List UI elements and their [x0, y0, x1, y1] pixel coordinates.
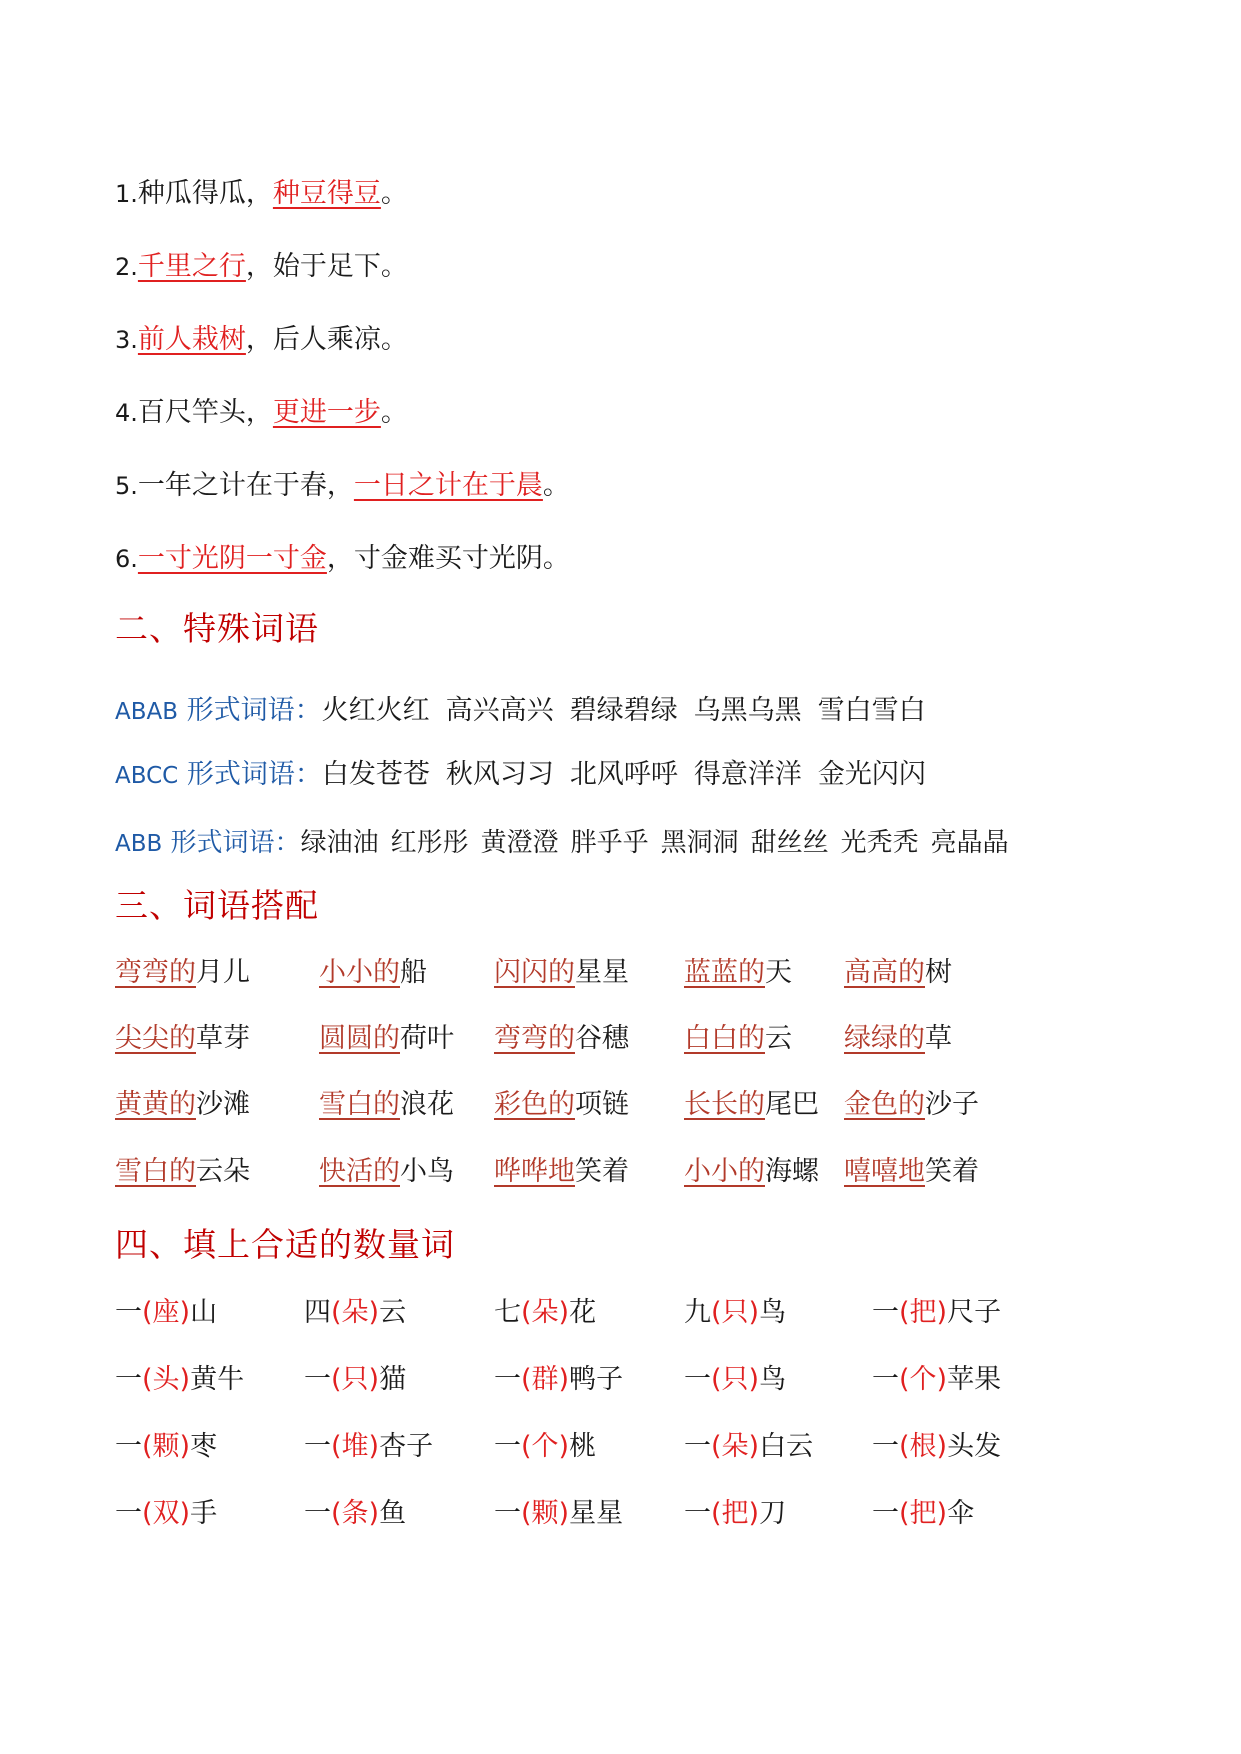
collocation-item — [494, 1016, 629, 1055]
proverb-text: 。 — [542, 470, 570, 501]
collocation-noun: 云朵 — [196, 1156, 250, 1187]
measure-answer: (头) — [142, 1364, 191, 1395]
collocation-noun: 草芽 — [196, 1023, 250, 1054]
measure-number: 一 — [115, 1364, 142, 1395]
collocation-answer: 蓝蓝的 — [684, 957, 765, 988]
special-word: 金光闪闪 — [817, 759, 926, 790]
measure-number: 一 — [304, 1431, 331, 1462]
measure-object: 伞 — [947, 1498, 975, 1529]
measure-number: 一 — [684, 1431, 711, 1462]
collocation-noun: 船 — [400, 957, 427, 988]
special-word: 黑洞洞 — [660, 828, 739, 858]
special-word: 红彤彤 — [390, 828, 469, 858]
collocation-answer: 尖尖的 — [115, 1023, 196, 1054]
measure-object: 黄牛 — [190, 1364, 245, 1395]
collocation-item — [319, 1149, 454, 1188]
special-word: 白发苍苍 — [321, 759, 430, 790]
measure-item — [684, 1491, 786, 1530]
collocation-item — [115, 950, 250, 989]
measure-answer: (个) — [521, 1431, 570, 1462]
collocation-noun: 海螺 — [765, 1156, 819, 1187]
special-words-row — [115, 688, 942, 727]
measure-number: 一 — [494, 1498, 521, 1529]
collocation-noun: 小鸟 — [400, 1156, 454, 1187]
measure-answer: (群) — [521, 1364, 570, 1395]
collocation-item — [115, 1016, 250, 1055]
measure-item — [684, 1357, 786, 1396]
collocation-answer: 弯弯的 — [494, 1023, 575, 1054]
pattern-code: ABAB — [115, 699, 179, 725]
measure-object: 花 — [569, 1297, 597, 1328]
collocation-item — [115, 1149, 250, 1188]
proverb-number: 5. — [115, 472, 138, 500]
section-heading: 三、词语搭配 — [115, 886, 319, 925]
proverb-number: 4. — [115, 399, 138, 427]
measure-number: 四 — [304, 1297, 331, 1328]
proverb-line — [115, 395, 408, 431]
collocation-answer: 小小的 — [319, 957, 400, 988]
collocation-answer: 黄黄的 — [115, 1089, 196, 1120]
measure-answer: (只) — [331, 1364, 380, 1395]
proverb-line — [115, 468, 570, 504]
collocation-item — [684, 1082, 819, 1121]
collocation-item — [844, 1016, 952, 1055]
collocation-answer: 圆圆的 — [319, 1023, 400, 1054]
measure-object: 猫 — [379, 1364, 407, 1395]
collocation-item — [494, 1082, 629, 1121]
proverb-answer: 千里之行 — [137, 251, 246, 282]
proverb-line — [115, 541, 570, 577]
measure-number: 一 — [494, 1431, 521, 1462]
measure-number: 一 — [872, 1297, 899, 1328]
collocation-answer: 雪白的 — [319, 1089, 400, 1120]
collocation-answer: 快活的 — [319, 1156, 400, 1187]
measure-answer: (双) — [142, 1498, 191, 1529]
measure-item — [494, 1357, 623, 1396]
proverb-answer: 前人栽树 — [137, 324, 246, 355]
measure-number: 一 — [304, 1364, 331, 1395]
measure-object: 云 — [379, 1297, 407, 1328]
collocation-item — [684, 950, 792, 989]
section-heading: 四、填上合适的数量词 — [115, 1225, 455, 1264]
measure-item — [494, 1290, 596, 1329]
special-label — [115, 759, 322, 790]
collocation-item — [844, 950, 952, 989]
pattern-label: 形式词语： — [178, 759, 322, 790]
measure-item — [494, 1424, 596, 1463]
section-heading: 二、特殊词语 — [115, 609, 319, 648]
measure-item — [872, 1491, 974, 1530]
collocation-noun: 尾巴 — [765, 1089, 819, 1120]
proverb-answer: 一寸光阴一寸金 — [137, 543, 327, 574]
measure-object: 尺子 — [947, 1297, 1002, 1328]
special-word: 光秃秃 — [840, 828, 919, 858]
pattern-code: ABCC — [115, 763, 179, 789]
special-word: 碧绿碧绿 — [569, 695, 678, 726]
proverb-line — [115, 322, 408, 358]
proverb-text: ，后人乘凉。 — [245, 324, 408, 355]
measure-number: 一 — [494, 1364, 521, 1395]
measure-number: 一 — [872, 1364, 899, 1395]
measure-number: 一 — [872, 1498, 899, 1529]
proverb-number: 3. — [115, 326, 138, 354]
measure-item — [115, 1491, 217, 1530]
measure-answer: (只) — [711, 1364, 760, 1395]
measure-object: 星星 — [569, 1498, 624, 1529]
collocation-item — [319, 1016, 454, 1055]
collocation-answer: 金色的 — [844, 1089, 925, 1120]
proverb-text: 种瓜得瓜， — [137, 178, 273, 209]
measure-item — [304, 1491, 406, 1530]
proverb-text: 一年之计在于春， — [137, 470, 354, 501]
collocation-item — [844, 1082, 979, 1121]
measure-item — [115, 1290, 217, 1329]
measure-object: 白云 — [759, 1431, 814, 1462]
measure-item — [684, 1290, 786, 1329]
collocation-answer: 弯弯的 — [115, 957, 196, 988]
collocation-item — [494, 1149, 629, 1188]
collocation-noun: 草 — [925, 1023, 952, 1054]
collocation-item — [319, 1082, 454, 1121]
measure-object: 桃 — [569, 1431, 597, 1462]
measure-item — [494, 1491, 623, 1530]
collocation-noun: 月儿 — [196, 957, 250, 988]
proverb-answer: 更进一步 — [272, 397, 381, 428]
measure-object: 头发 — [947, 1431, 1002, 1462]
collocation-answer: 长长的 — [684, 1089, 765, 1120]
collocation-answer: 哗哗地 — [494, 1156, 575, 1187]
special-word: 乌黑乌黑 — [693, 695, 802, 726]
proverb-number: 6. — [115, 545, 138, 573]
collocation-noun: 笑着 — [575, 1156, 629, 1187]
measure-answer: (把) — [711, 1498, 760, 1529]
measure-item — [872, 1424, 1001, 1463]
proverb-text: 百尺竿头， — [137, 397, 273, 428]
proverb-number: 2. — [115, 253, 138, 281]
pattern-label: 形式词语： — [162, 828, 301, 858]
special-label — [115, 828, 301, 858]
measure-answer: (朵) — [711, 1431, 760, 1462]
measure-object: 刀 — [759, 1498, 787, 1529]
measure-answer: (朵) — [521, 1297, 570, 1328]
measure-object: 鸭子 — [569, 1364, 624, 1395]
measure-number: 一 — [115, 1431, 142, 1462]
collocation-answer: 小小的 — [684, 1156, 765, 1187]
measure-answer: (颗) — [521, 1498, 570, 1529]
measure-answer: (座) — [142, 1297, 191, 1328]
measure-object: 鱼 — [379, 1498, 407, 1529]
proverb-number: 1. — [115, 180, 138, 208]
proverb-text: ，寸金难买寸光阴。 — [326, 543, 570, 574]
special-word: 甜丝丝 — [750, 828, 829, 858]
measure-item — [684, 1424, 813, 1463]
measure-object: 鸟 — [759, 1364, 787, 1395]
measure-item — [304, 1290, 406, 1329]
measure-answer: (个) — [899, 1364, 948, 1395]
special-word: 雪白雪白 — [817, 695, 926, 726]
collocation-item — [684, 1149, 819, 1188]
special-words-row — [115, 752, 942, 791]
measure-number: 一 — [304, 1498, 331, 1529]
measure-item — [304, 1424, 433, 1463]
measure-number: 一 — [872, 1431, 899, 1462]
collocation-noun: 谷穗 — [575, 1023, 629, 1054]
proverb-answer: 种豆得豆 — [272, 178, 381, 209]
collocation-answer: 白白的 — [684, 1023, 765, 1054]
collocation-noun: 树 — [925, 957, 952, 988]
collocation-noun: 星星 — [575, 957, 629, 988]
special-word: 北风呼呼 — [569, 759, 678, 790]
measure-object: 枣 — [190, 1431, 218, 1462]
measure-answer: (朵) — [331, 1297, 380, 1328]
measure-answer: (把) — [899, 1498, 948, 1529]
measure-answer: (颗) — [142, 1431, 191, 1462]
measure-object: 鸟 — [759, 1297, 787, 1328]
measure-object: 山 — [190, 1297, 218, 1328]
measure-answer: (根) — [899, 1431, 948, 1462]
measure-item — [115, 1357, 244, 1396]
measure-item — [304, 1357, 406, 1396]
collocation-noun: 笑着 — [925, 1156, 979, 1187]
special-word: 秋风习习 — [445, 759, 554, 790]
collocation-answer: 闪闪的 — [494, 957, 575, 988]
proverb-line — [115, 176, 408, 212]
special-label — [115, 695, 322, 726]
collocation-item — [319, 950, 427, 989]
collocation-item — [684, 1016, 792, 1055]
measure-number: 一 — [115, 1498, 142, 1529]
collocation-answer: 彩色的 — [494, 1089, 575, 1120]
measure-object: 苹果 — [947, 1364, 1002, 1395]
collocation-noun: 沙滩 — [196, 1089, 250, 1120]
collocation-answer: 绿绿的 — [844, 1023, 925, 1054]
special-word: 火红火红 — [321, 695, 430, 726]
measure-answer: (堆) — [331, 1431, 380, 1462]
collocation-noun: 沙子 — [925, 1089, 979, 1120]
collocation-noun: 浪花 — [400, 1089, 454, 1120]
measure-item — [115, 1424, 217, 1463]
measure-answer: (把) — [899, 1297, 948, 1328]
special-word: 胖乎乎 — [570, 828, 649, 858]
proverb-line — [115, 249, 408, 285]
collocation-item — [494, 950, 629, 989]
measure-item — [872, 1290, 1001, 1329]
measure-number: 九 — [684, 1297, 711, 1328]
measure-number: 一 — [684, 1364, 711, 1395]
measure-number: 一 — [684, 1498, 711, 1529]
collocation-answer: 嘻嘻地 — [844, 1156, 925, 1187]
proverb-text: 。 — [380, 397, 408, 428]
measure-number: 七 — [494, 1297, 521, 1328]
collocation-noun: 项链 — [575, 1089, 629, 1120]
special-word: 亮晶晶 — [930, 828, 1009, 858]
proverb-text: ，始于足下。 — [245, 251, 408, 282]
pattern-label: 形式词语： — [178, 695, 322, 726]
proverb-answer: 一日之计在于晨 — [353, 470, 543, 501]
collocation-noun: 天 — [765, 957, 792, 988]
collocation-answer: 高高的 — [844, 957, 925, 988]
collocation-noun: 云 — [765, 1023, 792, 1054]
collocation-item — [115, 1082, 250, 1121]
special-words-row — [115, 822, 1009, 859]
special-word: 绿油油 — [300, 828, 379, 858]
special-word: 黄澄澄 — [480, 828, 559, 858]
special-word: 高兴高兴 — [445, 695, 554, 726]
pattern-code: ABB — [115, 831, 163, 857]
collocation-answer: 雪白的 — [115, 1156, 196, 1187]
collocation-noun: 荷叶 — [400, 1023, 454, 1054]
measure-item — [872, 1357, 1001, 1396]
special-word: 得意洋洋 — [693, 759, 802, 790]
proverb-text: 。 — [380, 178, 408, 209]
measure-object: 手 — [190, 1498, 218, 1529]
collocation-item — [844, 1149, 979, 1188]
measure-number: 一 — [115, 1297, 142, 1328]
measure-answer: (条) — [331, 1498, 380, 1529]
measure-answer: (只) — [711, 1297, 760, 1328]
measure-object: 杏子 — [379, 1431, 434, 1462]
